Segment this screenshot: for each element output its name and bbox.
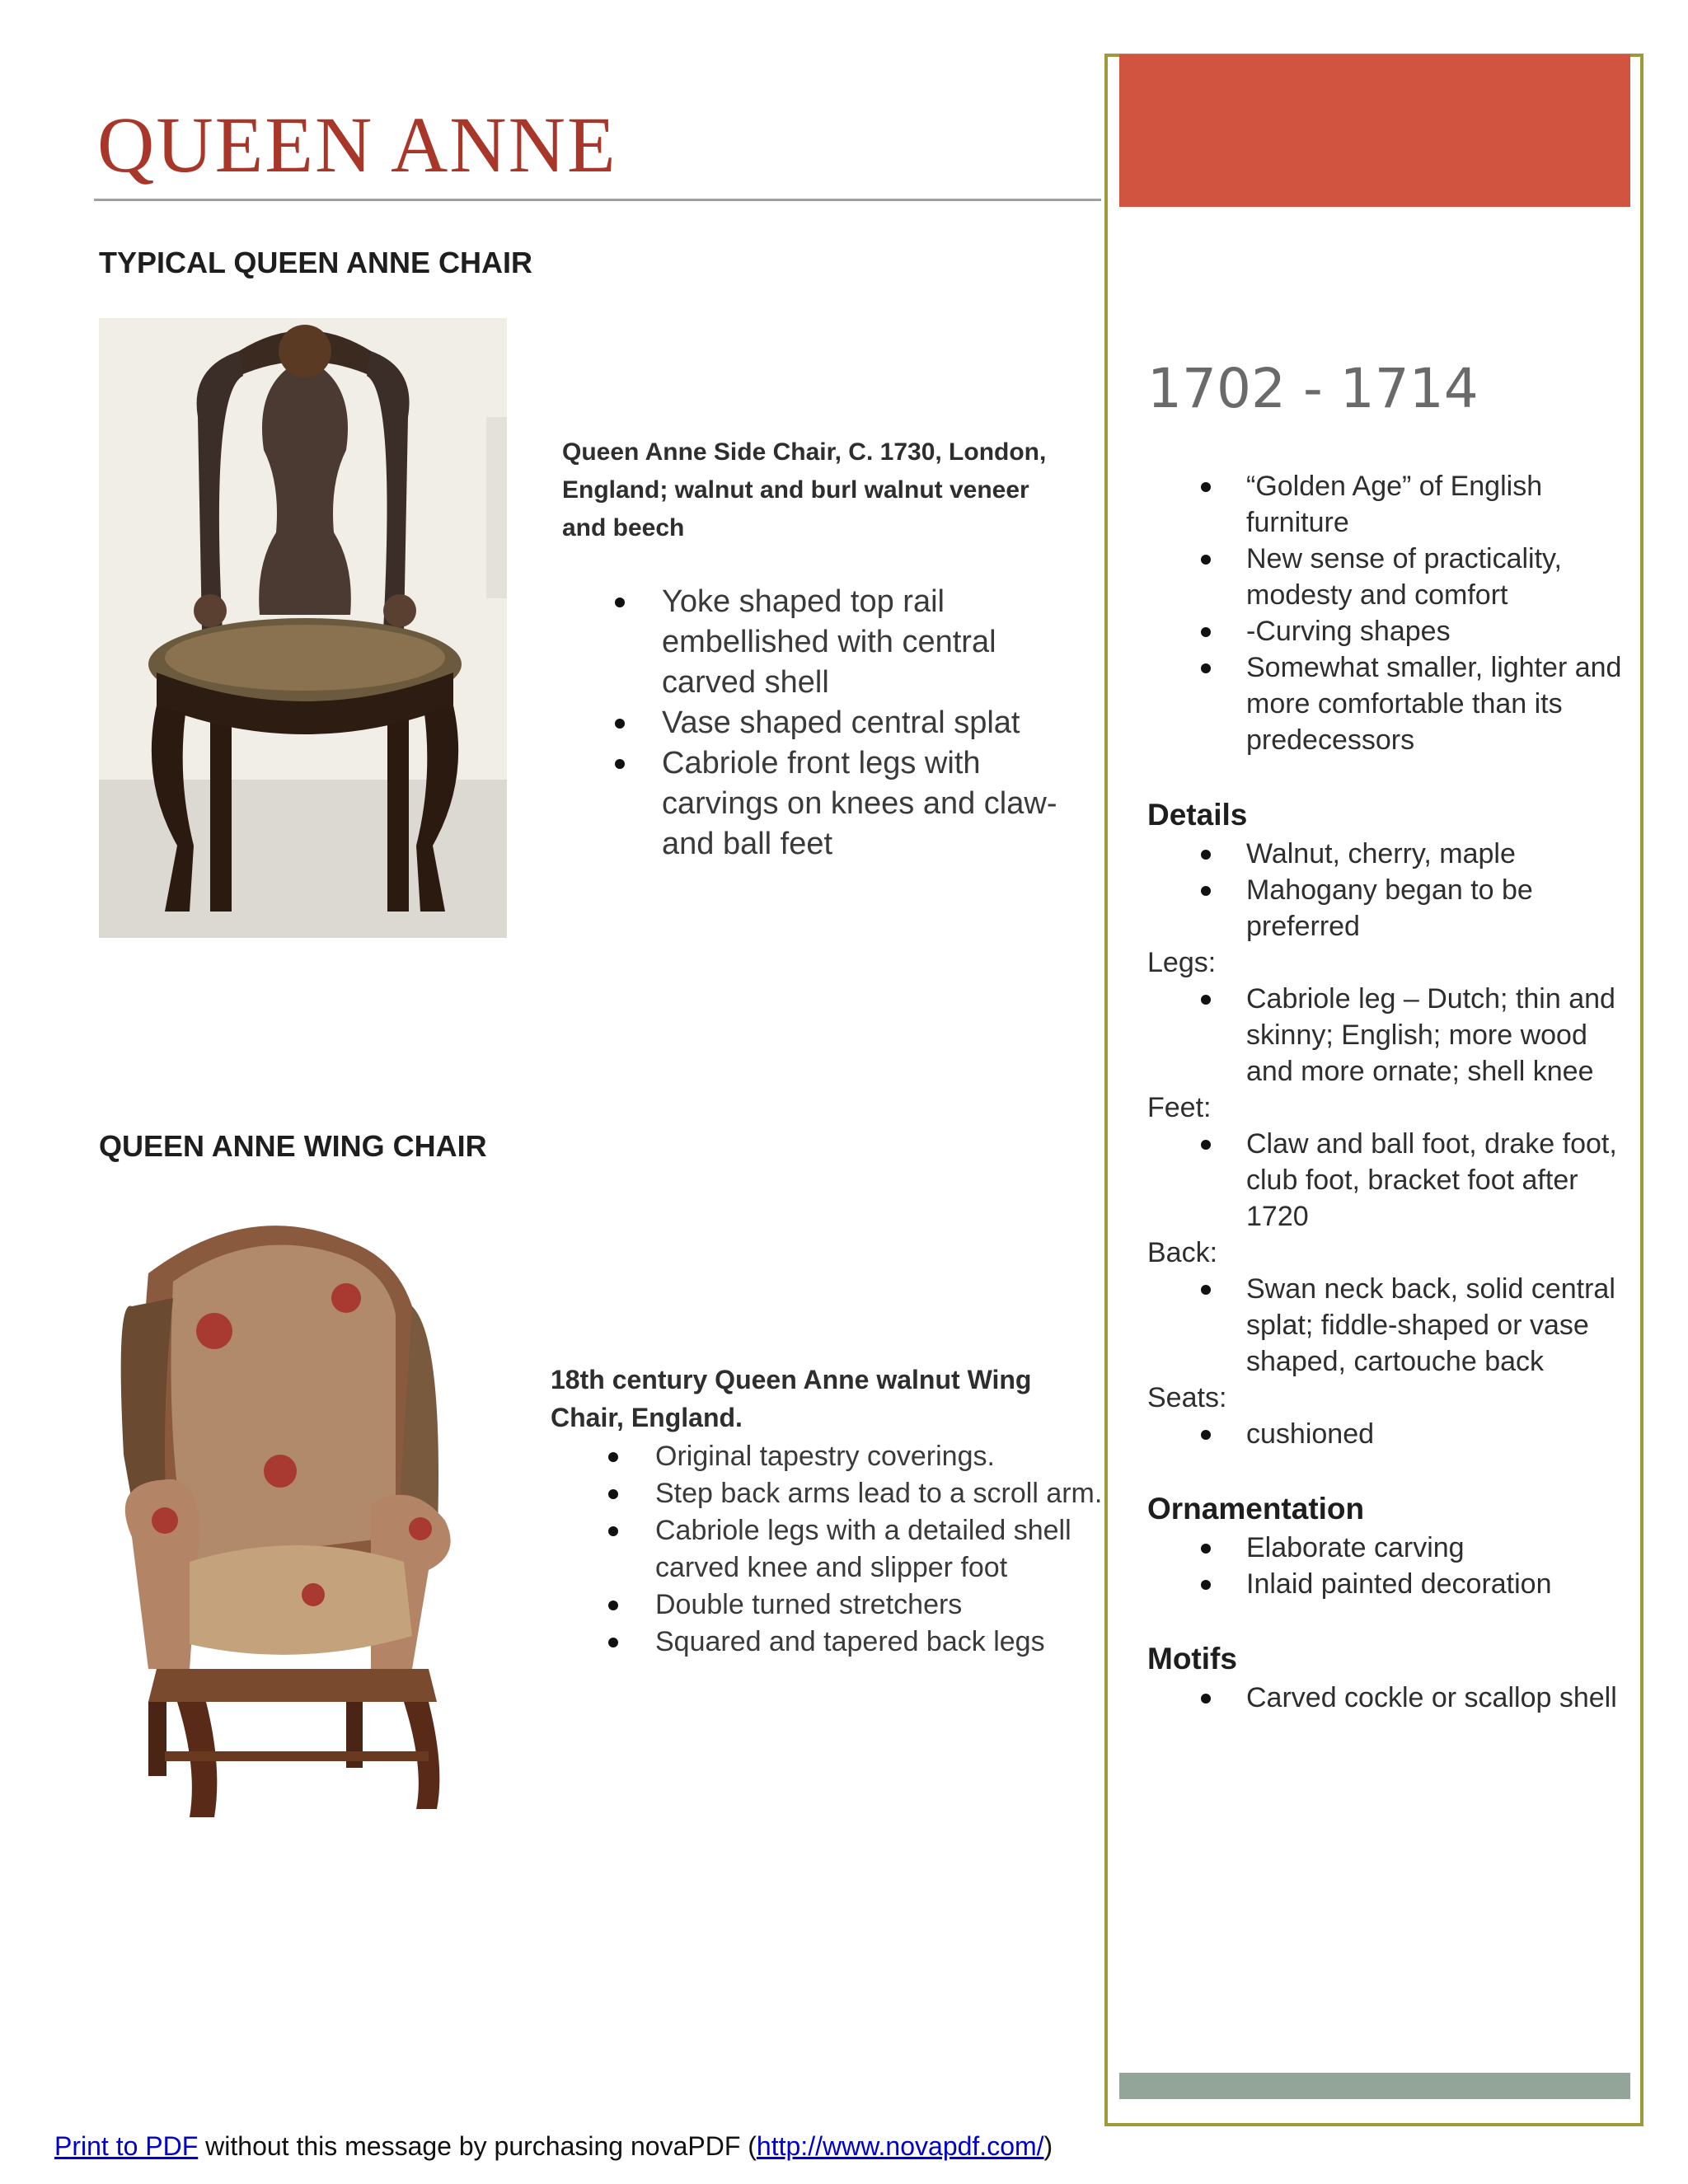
ornamentation-heading: Ornamentation [1147, 1492, 1365, 1526]
list-item: cushioned [1147, 1416, 1625, 1452]
legs-label: Legs: [1147, 947, 1217, 978]
wing-chair-caption: 18th century Queen Anne walnut Wing Chair, England. [551, 1365, 1032, 1432]
list-item: Walnut, cherry, maple [1147, 836, 1625, 872]
sidebar-content [1147, 468, 1625, 1716]
side-chair-features [615, 582, 1076, 865]
footer-end: ) [1043, 2131, 1053, 2161]
novapdf-url-link[interactable]: http://www.novapdf.com/ [756, 2131, 1044, 2161]
bullet-icon [608, 1452, 618, 1462]
footer-notice [54, 2131, 1053, 2162]
bullet-icon [1201, 1285, 1211, 1295]
footer-text: without this message by purchasing novaPDF ( [198, 2131, 757, 2161]
bullet-icon [1201, 482, 1211, 492]
list-item: Step back arms lead to a scroll arm. [608, 1475, 1103, 1512]
sidebar-accent-block [1119, 54, 1630, 207]
bullet-icon [1201, 663, 1211, 673]
list-item: Original tapestry coverings. [608, 1438, 1103, 1475]
bullet-icon [608, 1638, 618, 1647]
back-list [1147, 1271, 1625, 1380]
sidebar-years: 1702 - 1714 [1147, 357, 1479, 420]
bullet-icon [615, 719, 625, 729]
bullet-icon [615, 759, 625, 769]
print-to-pdf-link[interactable]: Print to PDF [54, 2131, 199, 2161]
seats-list [1147, 1416, 1625, 1452]
sidebar-bottom-bar [1119, 2073, 1630, 2099]
list-item: Swan neck back, solid central splat; fiddle-shaped or vase shaped, cartouche back [1147, 1271, 1625, 1380]
feet-label: Feet: [1147, 1092, 1212, 1123]
list-item: Double turned stretchers [608, 1586, 1103, 1624]
list-item: -Curving shapes [1147, 613, 1625, 649]
bullet-icon [1201, 1694, 1211, 1704]
bullet-icon [608, 1526, 618, 1536]
list-item: Squared and tapered back legs [608, 1624, 1103, 1661]
ornamentation-list [1147, 1530, 1625, 1602]
side-chair-heading: TYPICAL QUEEN ANNE CHAIR [99, 246, 533, 279]
wing-chair-photo [99, 1207, 528, 1827]
list-item: Cabriole leg – Dutch; thin and skinny; English; more wood and more ornate; shell knee [1147, 981, 1625, 1090]
list-item: Elaborate carving [1147, 1530, 1625, 1566]
details-list [1147, 836, 1625, 944]
bullet-icon [615, 598, 625, 607]
sidebar-intro-list [1147, 468, 1625, 758]
feet-list [1147, 1126, 1625, 1235]
bullet-icon [1201, 995, 1211, 1005]
bullet-icon [1201, 1544, 1211, 1554]
bullet-icon [1201, 1430, 1211, 1440]
title-divider [94, 199, 1101, 201]
bullet-icon [608, 1489, 618, 1499]
list-item: Vase shaped central splat [615, 703, 1076, 743]
bullet-icon [1201, 627, 1211, 637]
legs-list [1147, 981, 1625, 1090]
list-item: Inlaid painted decoration [1147, 1566, 1625, 1602]
page-title: QUEEN ANNE [97, 101, 617, 189]
seats-label: Seats: [1147, 1382, 1227, 1413]
bullet-icon [1201, 886, 1211, 896]
bullet-icon [1201, 555, 1211, 565]
list-item: Mahogany began to be preferred [1147, 872, 1625, 944]
list-item: Somewhat smaller, lighter and more comfortable than its predecessors [1147, 649, 1625, 758]
bullet-icon [1201, 1580, 1211, 1590]
list-item: Carved cockle or scallop shell [1147, 1680, 1625, 1716]
list-item: Cabriole front legs with carvings on knees and claw- and ball feet [615, 743, 1076, 865]
list-item: Yoke shaped top rail embellished with central carved shell [615, 582, 1076, 703]
bullet-icon [1201, 1140, 1211, 1150]
side-chair-photo [99, 318, 507, 938]
list-item: Cabriole legs with a detailed shell carved knee and slipper foot [608, 1512, 1103, 1586]
details-heading: Details [1147, 798, 1248, 832]
motifs-list [1147, 1680, 1625, 1716]
side-chair-caption: Queen Anne Side Chair, C. 1730, London, England; walnut and burl walnut veneer and beech [562, 438, 1047, 541]
bullet-icon [608, 1601, 618, 1610]
wing-chair-features [608, 1438, 1103, 1661]
list-item: New sense of practicality, modesty and comfort [1147, 541, 1625, 613]
bullet-icon [1201, 850, 1211, 860]
list-item: “Golden Age” of English furniture [1147, 468, 1625, 541]
back-label: Back: [1147, 1237, 1218, 1268]
wing-chair-heading: QUEEN ANNE WING CHAIR [99, 1129, 487, 1163]
motifs-heading: Motifs [1147, 1642, 1237, 1675]
list-item: Claw and ball foot, drake foot, club foot, bracket foot after 1720 [1147, 1126, 1625, 1235]
